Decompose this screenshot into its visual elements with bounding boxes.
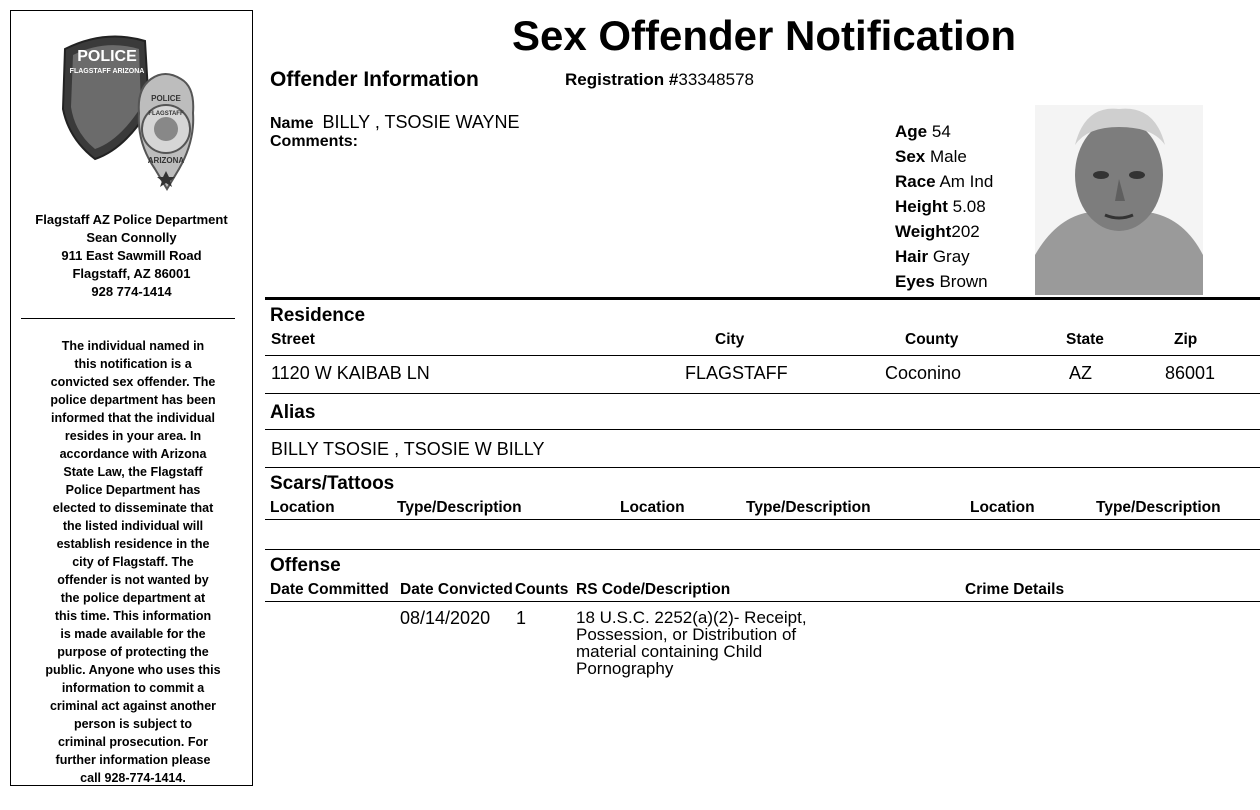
residence-header-state: State [1066,331,1104,348]
notice-line: public. Anyone who uses this [45,663,221,677]
department-name: Flagstaff AZ Police Department [35,212,228,227]
sidebar-divider [21,318,235,319]
notice-text [39,337,227,787]
notice-line: the listed individual will [62,519,204,533]
department-info [11,211,252,301]
notice-line: further information please [55,753,211,767]
notice-line: resides in your area. In [64,429,202,443]
stat-label: Hair [895,247,929,266]
notice-line: police department has been [50,393,216,407]
stat-value: Am Ind [939,172,994,191]
notice-line: offender is not wanted by [57,573,209,587]
stat-label: Age [895,122,928,141]
offense-rs-line: Possession, or Distribution of [576,625,797,644]
sidebar [10,10,253,786]
notice-line: elected to disseminate that [52,501,214,515]
scars-header-type: Type/Description [1096,499,1221,516]
notice-line: convicted sex offender. The [50,375,216,389]
residence-header-zip: Zip [1174,331,1198,348]
stat-value: Gray [932,247,970,266]
notice-line: information to commit a [61,681,205,695]
notice-line: establish residence in the [56,537,210,551]
comments-label: Comments: [270,133,359,150]
residence-section-title: Residence [270,305,366,326]
scars-header-location: Location [970,499,1035,516]
stat-label: Eyes [895,272,935,291]
residence-header-city: City [715,331,745,348]
alias-header-divider [265,429,1260,430]
offense-rs-line: material containing Child [576,642,763,661]
alias-value: BILLY TSOSIE , TSOSIE W BILLY [271,439,545,459]
residence-city: FLAGSTAFF [685,363,788,383]
contact-name: Sean Connolly [86,230,177,245]
department-address: 911 East Sawmill Road [61,248,202,263]
name-label: Name [270,115,314,132]
offense-rs-line: 18 U.S.C. 2252(a)(2)- Receipt, [576,608,807,627]
offense-header-date-committed: Date Committed [270,581,389,598]
notice-line: criminal act against another [49,699,217,713]
stat-value: Male [929,147,967,166]
stat-eyes [895,272,988,292]
scars-header-divider [265,519,1260,520]
department-city: Flagstaff, AZ 86001 [72,266,191,281]
offense-header-rs-code: RS Code/Description [576,581,731,598]
registration-number: 33348578 [678,70,754,89]
scars-header-location: Location [620,499,685,516]
residence-divider [265,393,1260,394]
stat-label: Height [895,197,948,216]
notice-line: is made available for the [60,627,206,641]
stat-value: 5.08 [952,197,986,216]
stat-label: Weight [895,222,952,241]
residence-header-county: County [905,331,959,348]
residence-street: 1120 W KAIBAB LN [271,363,430,383]
notice-line: State Law, the Flagstaff [63,465,203,479]
offense-header-crime-details: Crime Details [965,581,1065,598]
alias-section-title: Alias [270,402,316,423]
notice-line: person is subject to [73,717,193,731]
stat-weight [895,222,980,242]
stat-label: Sex [895,147,926,166]
notice-line: this time. This information [54,609,212,623]
residence-state: AZ [1069,363,1093,383]
offender-photo [1035,105,1203,295]
scars-header-location: Location [270,499,335,516]
registration-label: Registration # [565,70,679,89]
registration [565,70,754,90]
notice-line: informed that the individual [51,411,215,425]
offense-rs-description [576,609,856,677]
offense-header-date-convicted: Date Convicted [400,581,513,598]
scars-divider [265,549,1260,550]
badge-top-subtext: FLAGSTAFF ARIZONA [69,68,145,75]
stat-age [895,122,951,142]
badge-front-bottom-text: ARIZONA [147,156,185,165]
notice-line: this notification is a [74,357,192,371]
alias-divider [265,467,1260,468]
notice-line: the police department at [60,591,206,605]
stat-value: Brown [939,272,988,291]
notice-line: accordance with Arizona [59,447,207,461]
stat-value: 202 [951,222,980,241]
stat-value: 54 [931,122,951,141]
scars-header-type: Type/Description [746,499,871,516]
stat-sex [895,147,967,167]
badge-top-text: POLICE [77,48,137,65]
residence-county: Coconino [885,363,962,383]
stat-height [895,197,986,217]
name-row [270,112,520,133]
scars-header-type: Type/Description [397,499,522,516]
scars-section-title: Scars/Tattoos [270,473,395,494]
notice-line: city of Flagstaff. The [72,555,194,569]
badge-front-mid-text: FLAGSTAFF [148,111,184,117]
offense-rs-line: Pornography [576,659,674,678]
residence-zip: 86001 [1165,363,1216,383]
offense-header-divider [265,601,1260,602]
offense-section-title: Offense [270,555,341,576]
offender-divider [265,297,1260,300]
badge-front-top-text: POLICE [151,94,181,103]
offense-counts: 1 [516,608,527,628]
department-phone: 928 774-1414 [91,284,172,299]
offender-section-title: Offender Information [270,68,479,91]
notice-line: criminal prosecution. For [57,735,209,749]
residence-header-divider [265,355,1260,356]
residence-header-street: Street [271,331,315,348]
police-badge-logo [55,29,215,209]
offender-name: BILLY , TSOSIE WAYNE [322,112,520,132]
notice-line: Police Department has [65,483,201,497]
offense-header-counts: Counts [515,581,569,598]
stat-hair [895,247,970,267]
notice-line: The individual named in [61,339,205,353]
page-title: Sex Offender Notification [511,12,1017,59]
notice-line: call 928-774-1414. [80,771,186,785]
notice-line: purpose of protecting the [57,645,209,659]
stat-race [895,172,993,192]
stat-label: Race [895,172,936,191]
offense-date-convicted: 08/14/2020 [400,608,491,628]
